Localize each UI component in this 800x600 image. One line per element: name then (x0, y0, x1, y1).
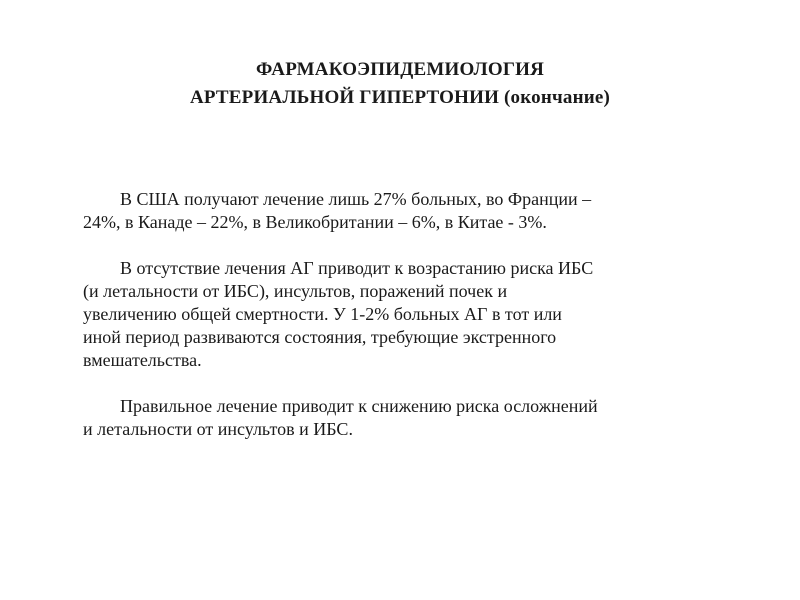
paragraph-line: иной период развиваются состояния, требующие экстренного (83, 327, 557, 347)
paragraph-line: и летальности от инсультов и ИБС. (83, 419, 353, 439)
paragraph-line: (и летальности от ИБС), инсультов, поражений почек и (83, 281, 508, 301)
paragraph-line: В США получают лечение лишь 27% больных, во Франции – (120, 189, 592, 209)
paragraph-line: увеличению общей смертности. У 1-2% больных АГ в тот или (83, 304, 562, 324)
title-line-2-main: АРТЕРИАЛЬНОЙ ГИПЕРТОНИИ (189, 87, 500, 108)
slide-title (0, 56, 800, 112)
paragraph-proper-treatment (83, 395, 723, 441)
title-line-1: ФАРМАКОЭПИДЕМИОЛОГИЯ (255, 59, 545, 80)
title-line-2-suffix: (окончание) (499, 87, 611, 108)
title-line-2 (0, 84, 800, 112)
paragraph-treatment-rates (83, 188, 723, 234)
paragraph-line: 24%, в Канаде – 22%, в Великобритании – 6%, в Китае - 3%. (83, 212, 547, 232)
paragraph-risks-untreated (83, 257, 723, 372)
paragraph-line: В отсутствие лечения АГ приводит к возрастанию риска ИБС (120, 258, 594, 278)
slide-body (83, 188, 723, 464)
paragraph-line: вмешательства. (83, 350, 202, 370)
paragraph-line: Правильное лечение приводит к снижению риска осложнений (120, 396, 598, 416)
